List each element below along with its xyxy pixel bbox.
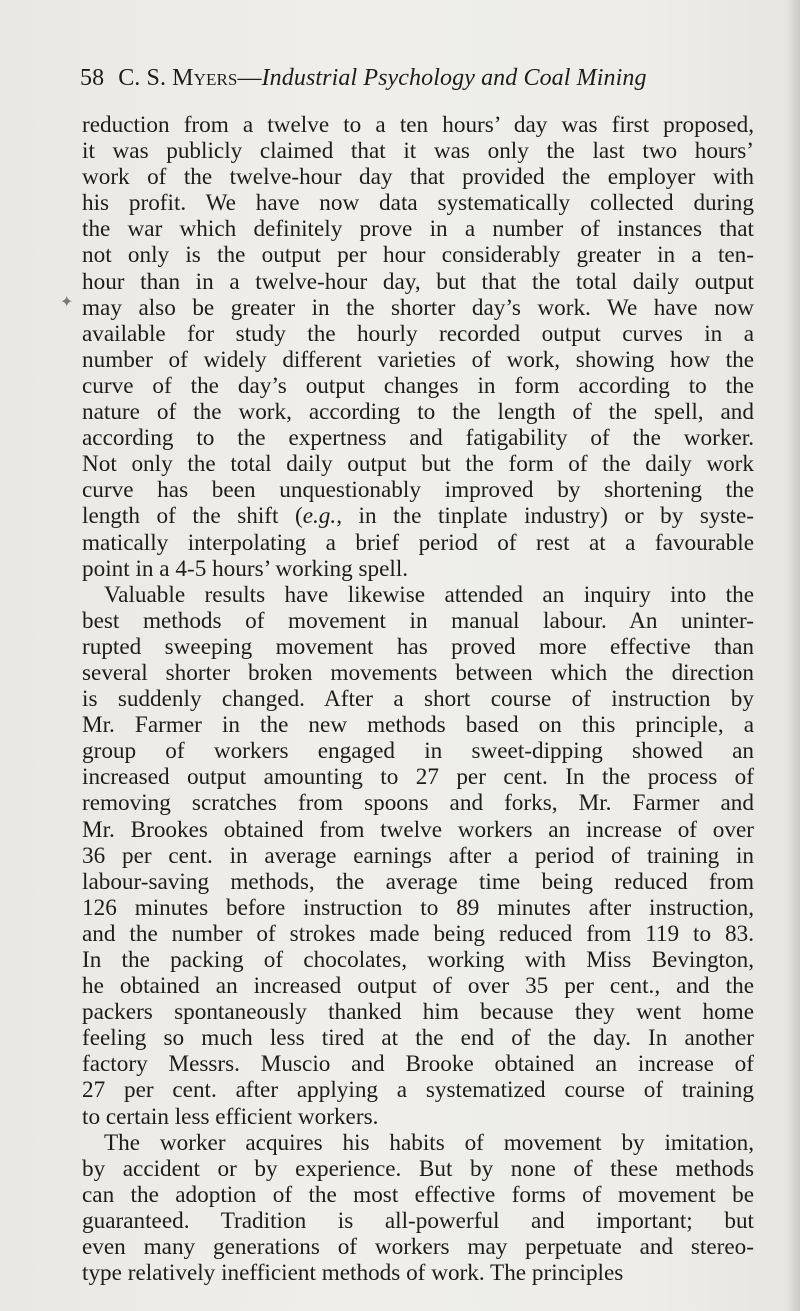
text-line: best methods of movement in manual labour. An uninter- <box>82 607 754 634</box>
text-line: and the number of strokes made being reduced from 119 to 83. <box>82 920 754 947</box>
text-line: reduction from a twelve to a ten hours’ day was first proposed, <box>82 112 754 138</box>
text-line: group of workers engaged in sweet-dipping showed an <box>82 738 754 765</box>
header-separator: — <box>237 65 262 91</box>
paragraph <box>82 582 754 1130</box>
text-line: number of widely different varieties of work, showing how the <box>82 346 754 373</box>
text-line: curve of the day’s output changes in form according to the <box>82 372 754 399</box>
text-line: even many generations of workers may perpetuate and stereo- <box>82 1234 754 1261</box>
text-line: work of the twelve-hour day that provided the employer with <box>82 164 754 191</box>
text-line: guaranteed. Tradition is all-powerful and important; but <box>82 1207 754 1234</box>
text-line: point in a 4-5 hours’ working spell. <box>82 555 409 582</box>
text-line: The worker acquires his habits of movement by imitation, <box>104 1129 754 1156</box>
text-line: factory Messrs. Muscio and Brooke obtained an increase of <box>82 1051 754 1078</box>
body-text <box>82 112 754 1286</box>
text-line <box>82 503 754 529</box>
text-line: feeling so much less tired at the end of the day. In another <box>82 1025 754 1052</box>
text-line: may also be greater in the shorter day’s work. We have now <box>82 294 754 321</box>
text-line: nature of the work, according to the length of the spell, and <box>82 399 754 426</box>
text-line: not only is the output per hour considerably greater in a ten- <box>82 242 754 269</box>
italic-abbreviation: e.g. <box>302 503 337 530</box>
text-line: 126 minutes before instruction to 89 minutes after instruction, <box>82 894 754 921</box>
text-line: increased output amounting to 27 per cent. In the process of <box>82 764 754 791</box>
text-line: the war which definitely prove in a number of instances that <box>82 216 754 243</box>
text-line: matically interpolating a brief period of rest at a favourable <box>82 529 754 556</box>
text-line: Not only the total daily output but the form of the daily work <box>82 451 754 478</box>
text-line: hour than in a twelve-hour day, but that the total daily output <box>82 268 754 295</box>
text-line: In the packing of chocolates, working with Miss Bevington, <box>82 947 754 973</box>
text-line: by accident or by experience. But by none of these methods <box>82 1155 754 1182</box>
text-line: removing scratches from spoons and forks, Mr. Farmer and <box>82 790 754 817</box>
page-edge-shadow <box>786 0 800 1311</box>
text-line: rupted sweeping movement has proved more effective than <box>82 633 754 660</box>
paragraph <box>82 1130 754 1287</box>
text-line: Mr. Brookes obtained from twelve workers an increase of over <box>82 816 754 843</box>
text-line: is suddenly changed. After a short course of instruction by <box>82 686 754 713</box>
text-line: his profit. We have now data systematically collected during <box>82 190 754 217</box>
text-line: packers spontaneously thanked him because they went home <box>82 999 754 1026</box>
author-name: C. S. Myers <box>118 65 238 91</box>
text-segment: , in the tinplate industry) or by syste- <box>336 503 755 530</box>
text-line: several shorter broken movements between which the direction <box>82 659 754 686</box>
text-line: 27 per cent. after applying a systematized course of training <box>82 1077 754 1104</box>
text-line: he obtained an increased output of over 35 per cent., and the <box>82 973 754 1000</box>
paragraph <box>82 112 754 582</box>
text-line: available for study the hourly recorded output curves in a <box>82 320 754 347</box>
article-title: Industrial Psychology and Coal Mining <box>261 65 647 91</box>
text-line: according to the expertness and fatigability of the worker. <box>82 425 754 452</box>
text-line: Valuable results have likewise attended an inquiry into the <box>104 581 754 608</box>
text-line: 36 per cent. in average earnings after a period of training in <box>82 842 754 869</box>
text-line: it was publicly claimed that it was only the last two hours’ <box>82 138 754 165</box>
text-line: type relatively inefficient methods of work. The principles <box>82 1260 624 1287</box>
text-line: to certain less efficient workers. <box>82 1103 379 1130</box>
text-line: labour-saving methods, the average time being reduced from <box>82 868 754 895</box>
margin-mark: ✦ <box>60 292 74 311</box>
text-line: Mr. Farmer in the new methods based on this principle, a <box>82 712 754 739</box>
running-header <box>80 62 750 94</box>
text-segment: length of the shift ( <box>82 503 303 530</box>
page-number: 58 <box>80 65 105 91</box>
text-line: curve has been unquestionably improved by shortening the <box>82 477 754 504</box>
text-line: can the adoption of the most effective forms of movement be <box>82 1181 754 1208</box>
